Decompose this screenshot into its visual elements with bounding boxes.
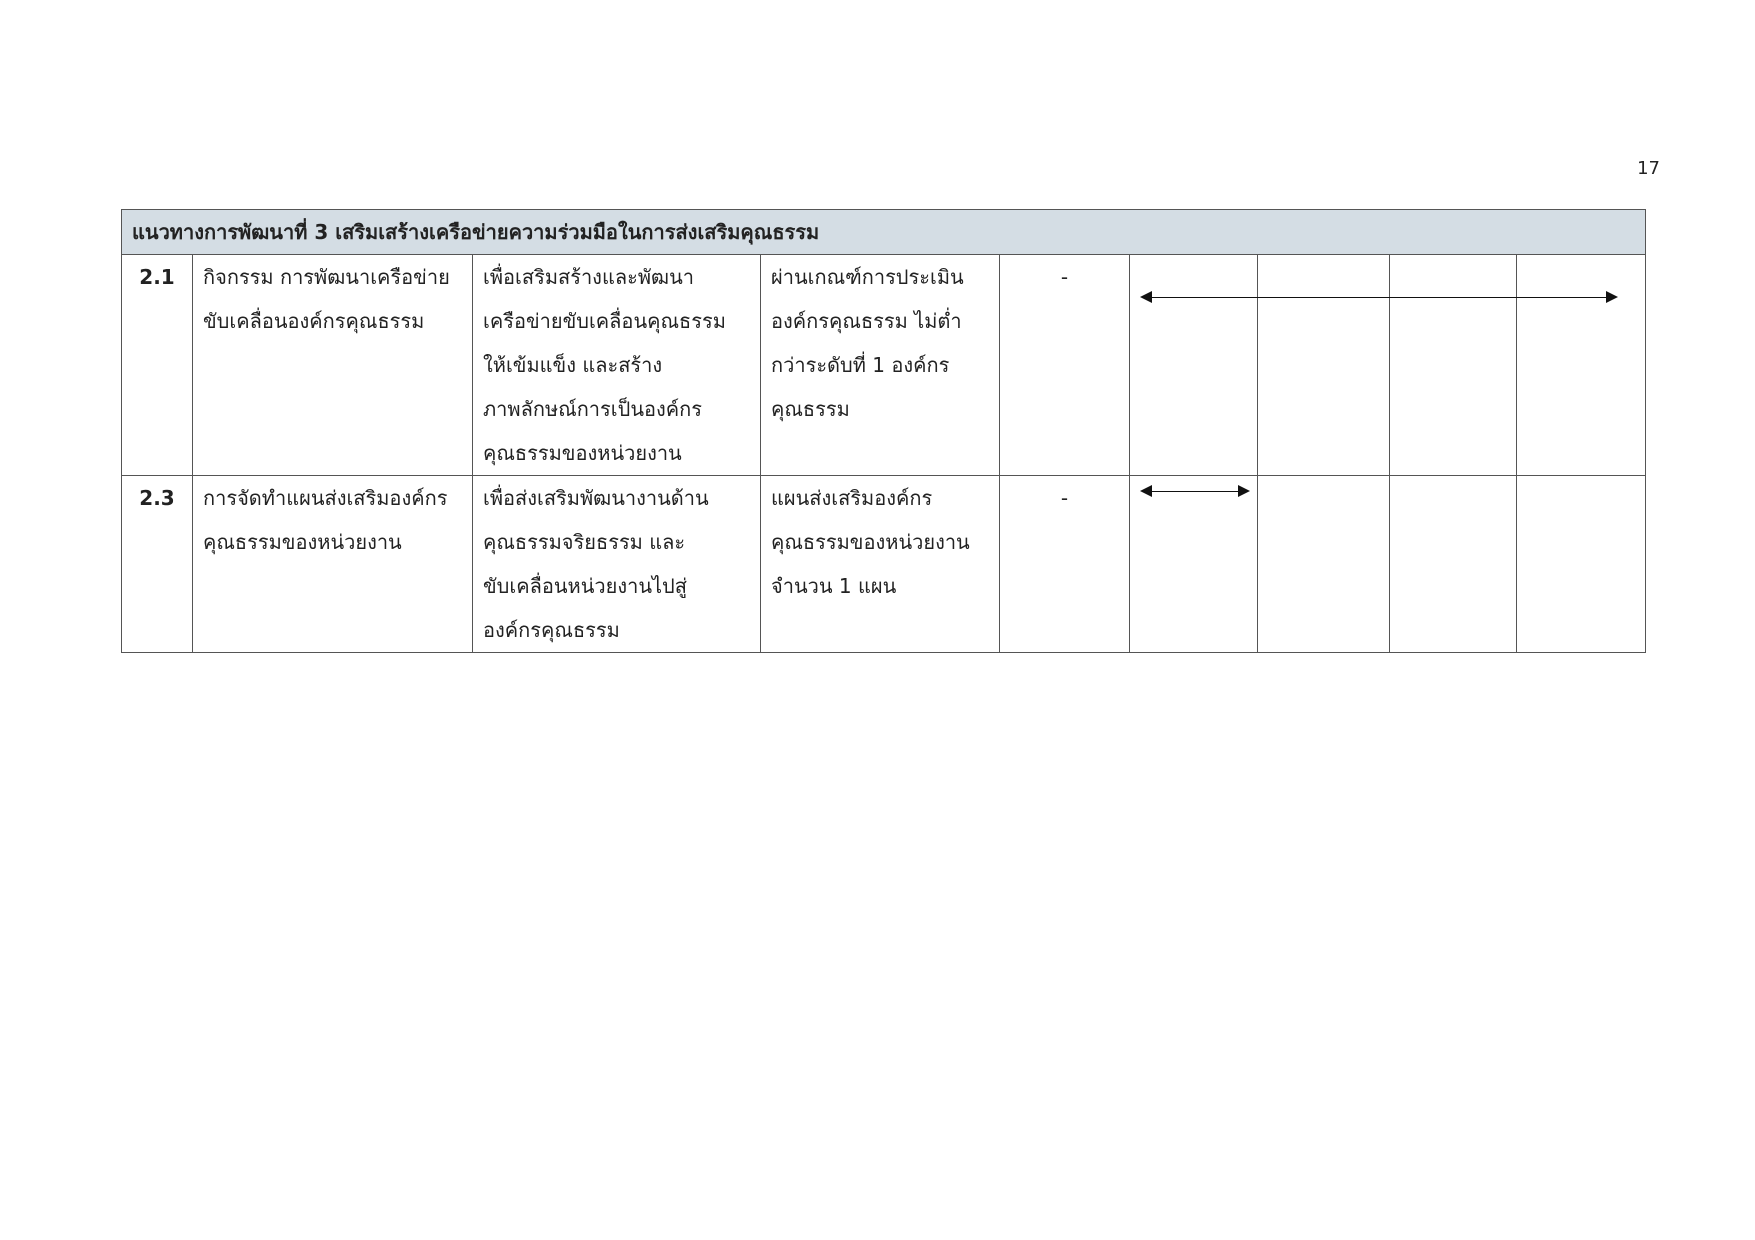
- objective-line: คุณธรรมของหน่วยงาน: [483, 441, 682, 465]
- section-header-row: [122, 210, 1646, 255]
- indicator-line: แผนส่งเสริมองค์กร: [771, 486, 933, 510]
- indicator-cell: [761, 255, 1000, 476]
- indicator-line: จำนวน 1 แผน: [771, 574, 897, 598]
- section-title: แนวทางการพัฒนาที่ 3 เสริมเสร้างเครือข่ายความร่วมมือในการส่งเสริมคุณธรรม: [122, 210, 1646, 255]
- indicator-line: ผ่านเกณฑ์การประเมิน: [771, 265, 964, 289]
- item-number: 2.1: [122, 255, 193, 476]
- timeline-q3: [1390, 255, 1517, 476]
- activity-line: ขับเคลื่อนองค์กรคุณธรรม: [203, 309, 425, 333]
- timeline-arrow-q1: [1142, 491, 1248, 492]
- timeline-q3: [1390, 476, 1517, 653]
- indicator-line: กว่าระดับที่ 1 องค์กร: [771, 353, 950, 377]
- activity-line: คุณธรรมของหน่วยงาน: [203, 530, 402, 554]
- timeline-q1: [1130, 476, 1258, 653]
- timeline-q4: [1517, 476, 1646, 653]
- indicator-cell: [761, 476, 1000, 653]
- activity-cell: [193, 255, 473, 476]
- objective-line: เพื่อส่งเสริมพัฒนางานด้าน: [483, 486, 709, 510]
- timeline-q1: [1130, 255, 1258, 476]
- item-number: 2.3: [122, 476, 193, 653]
- indicator-line: คุณธรรมของหน่วยงาน: [771, 530, 970, 554]
- timeline-q2: [1258, 476, 1390, 653]
- budget-cell: -: [1000, 476, 1130, 653]
- table-row: [122, 255, 1646, 476]
- objective-cell: [473, 476, 761, 653]
- objective-line: องค์กรคุณธรรม: [483, 618, 620, 642]
- objective-line: เพื่อเสริมสร้างและพัฒนา: [483, 265, 694, 289]
- page-number: 17: [1637, 158, 1660, 179]
- objective-line: คุณธรรมจริยธรรม และ: [483, 530, 686, 554]
- indicator-line: องค์กรคุณธรรม ไม่ต่ำ: [771, 309, 962, 333]
- activity-cell: [193, 476, 473, 653]
- objective-cell: [473, 255, 761, 476]
- activity-line: กิจกรรม การพัฒนาเครือข่าย: [203, 265, 450, 289]
- indicator-line: คุณธรรม: [771, 397, 850, 421]
- timeline-q4: [1517, 255, 1646, 476]
- objective-line: ภาพลักษณ์การเป็นองค์กร: [483, 397, 702, 421]
- budget-cell: -: [1000, 255, 1130, 476]
- table-row: [122, 476, 1646, 653]
- objective-line: เครือข่ายขับเคลื่อนคุณธรรม: [483, 309, 726, 333]
- objective-line: ขับเคลื่อนหน่วยงานไปสู่: [483, 574, 687, 598]
- activity-line: การจัดทำแผนส่งเสริมองค์กร: [203, 486, 448, 510]
- objective-line: ให้เข้มแข็ง และสร้าง: [483, 353, 663, 377]
- timeline-q2: [1258, 255, 1390, 476]
- development-plan-table: [121, 209, 1646, 653]
